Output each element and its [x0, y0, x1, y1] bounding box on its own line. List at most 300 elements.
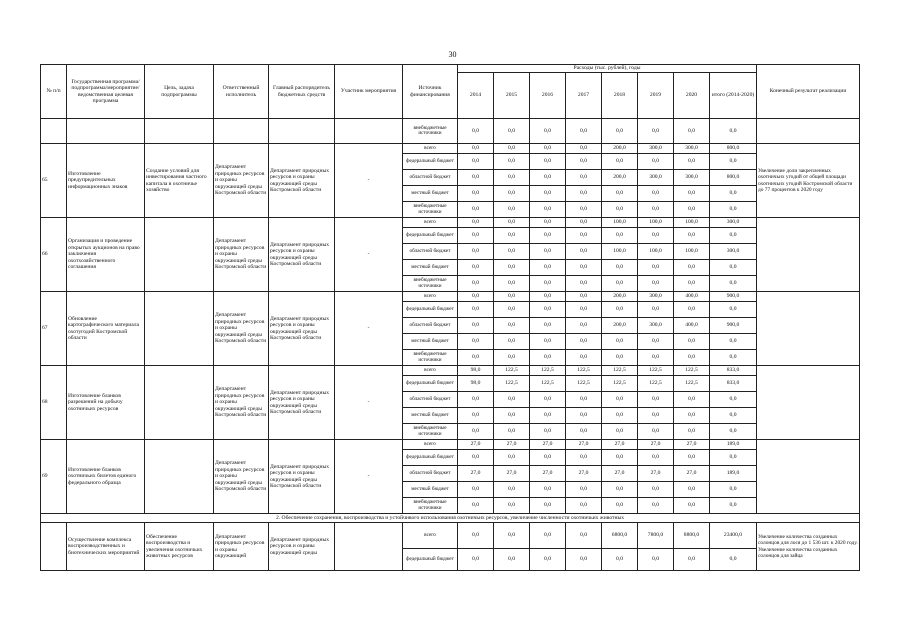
value-cell: 0,0 — [674, 498, 710, 514]
main-manager: Департамент природных ресурсов и охраны окружающей среды Костромской области — [269, 218, 335, 292]
value-cell: 0,0 — [638, 549, 674, 571]
source-cell: местный бюджет — [403, 482, 458, 498]
row-number: 68 — [41, 366, 67, 440]
value-cell: 0,0 — [458, 424, 494, 440]
source-cell: внебюджетные источники — [403, 424, 458, 440]
value-cell: 0,0 — [530, 498, 566, 514]
source-cell: федеральный бюджет — [403, 376, 458, 392]
value-cell: 0,0 — [458, 170, 494, 186]
value-cell: 800,0 — [710, 170, 757, 186]
value-cell: 400,0 — [674, 318, 710, 334]
value-cell: 0,0 — [638, 302, 674, 318]
value-cell: 0,0 — [530, 350, 566, 366]
value-cell: 0,0 — [494, 350, 530, 366]
source-cell: местный бюджет — [403, 334, 458, 350]
section-title: 2. Обеспечение сохранения, воспроизводства и устойчивого использования охотничьих ресурсов, увеличение численности охотничьих животных — [41, 514, 860, 523]
value-cell: 0,0 — [602, 424, 638, 440]
value-cell: 0,0 — [638, 482, 674, 498]
value-cell: 0,0 — [458, 244, 494, 260]
header-participant: Участник мероприятия — [335, 65, 403, 119]
value-cell: 100,0 — [602, 218, 638, 228]
source-cell: областной бюджет — [403, 318, 458, 334]
value-cell: 0,0 — [638, 424, 674, 440]
value-cell: 0,0 — [602, 482, 638, 498]
value-cell: 0,0 — [602, 334, 638, 350]
value-cell: 0,0 — [638, 186, 674, 202]
value-cell: 200,0 — [602, 318, 638, 334]
value-cell: 27,0 — [674, 466, 710, 482]
page-number: 30 — [448, 50, 457, 59]
measure-name: Изготовление предупредительных информационных знаков — [67, 144, 145, 218]
value-cell: 0,0 — [566, 408, 602, 424]
source-cell: внебюджетные источники — [403, 498, 458, 514]
value-cell: 27,0 — [602, 466, 638, 482]
value-cell: 0,0 — [458, 350, 494, 366]
value-cell: 27,0 — [602, 440, 638, 450]
value-cell: 0,0 — [494, 144, 530, 154]
value-cell: 0,0 — [530, 302, 566, 318]
value-cell: 0,0 — [530, 260, 566, 276]
value-cell: 8800,0 — [674, 523, 710, 549]
source-cell: внебюджетные источники — [403, 276, 458, 292]
header-main-manager: Главный распорядитель бюджетных средств — [269, 65, 335, 119]
source-cell: федеральный бюджет — [403, 228, 458, 244]
value-cell: 0,0 — [710, 482, 757, 498]
value-cell: 0,0 — [710, 260, 757, 276]
value-cell: 200,0 — [602, 292, 638, 302]
responsible-executor: Департамент природных ресурсов и охраны окружающей среды Костромской области — [214, 218, 269, 292]
participant: - — [335, 292, 403, 366]
value-cell: 122,5 — [494, 376, 530, 392]
value-cell: 98,0 — [458, 366, 494, 376]
value-cell: 0,0 — [566, 260, 602, 276]
value-cell: 0,0 — [638, 408, 674, 424]
value-cell: 0,0 — [494, 424, 530, 440]
value-cell: 0,0 — [602, 302, 638, 318]
row-number: 66 — [41, 218, 67, 292]
value-cell: 122,5 — [674, 366, 710, 376]
main-manager: Департамент природных ресурсов и охраны окружающей среды Костромской области — [269, 292, 335, 366]
source-cell: всего — [403, 523, 458, 549]
value-cell: 0,0 — [458, 302, 494, 318]
value-cell: 0,0 — [674, 350, 710, 366]
value-cell: 0,0 — [602, 350, 638, 366]
value-cell: 0,0 — [566, 424, 602, 440]
table-row — [41, 119, 860, 144]
value-cell: 0,0 — [710, 424, 757, 440]
header-num: № п/п — [41, 65, 67, 119]
value-cell: 0,0 — [494, 119, 530, 144]
header-year: 2015 — [494, 73, 530, 119]
value-cell: 0,0 — [458, 154, 494, 170]
value-cell: 0,0 — [494, 186, 530, 202]
value-cell: 0,0 — [710, 276, 757, 292]
responsible-executor: Департамент природных ресурсов и охраны окружающей среды Костромской области — [214, 292, 269, 366]
value-cell: 0,0 — [458, 450, 494, 466]
responsible-executor: Департамент природных ресурсов и охраны окружающей среды Костромской области — [214, 366, 269, 440]
value-cell: 0,0 — [530, 228, 566, 244]
value-cell: 0,0 — [710, 186, 757, 202]
table-row — [41, 144, 860, 154]
value-cell: 0,0 — [638, 450, 674, 466]
value-cell: 0,0 — [458, 392, 494, 408]
value-cell: 0,0 — [602, 549, 638, 571]
value-cell: 0,0 — [566, 523, 602, 549]
value-cell: 300,0 — [674, 144, 710, 154]
table-row — [41, 292, 860, 302]
value-cell: 0,0 — [494, 498, 530, 514]
value-cell: 0,0 — [602, 119, 638, 144]
value-cell: 0,0 — [494, 302, 530, 318]
value-cell: 0,0 — [566, 228, 602, 244]
value-cell: 0,0 — [530, 202, 566, 218]
header-result: Конечный результат реализации — [757, 65, 860, 119]
value-cell: 0,0 — [710, 154, 757, 170]
value-cell: 0,0 — [602, 186, 638, 202]
source-cell: областной бюджет — [403, 466, 458, 482]
result-text — [757, 440, 860, 514]
value-cell: 0,0 — [566, 119, 602, 144]
header-program: Государственная программа/подпрограмма/мероприятие/ведомственная целевая программа — [67, 65, 145, 119]
goal-text: Обеспечение воспроизводства и увеличения охотничьих животных ресурсов — [145, 523, 214, 571]
row-number — [41, 523, 67, 571]
source-cell: федеральный бюджет — [403, 450, 458, 466]
value-cell: 0,0 — [566, 244, 602, 260]
value-cell: 0,0 — [458, 228, 494, 244]
source-cell: федеральный бюджет — [403, 154, 458, 170]
header-year: 2020 — [674, 73, 710, 119]
source-cell: внебюджетные источники — [403, 119, 458, 144]
value-cell: 0,0 — [494, 276, 530, 292]
source-cell: всего — [403, 440, 458, 450]
value-cell: 0,0 — [566, 186, 602, 202]
value-cell: 23400,0 — [710, 523, 757, 549]
value-cell: 0,0 — [494, 292, 530, 302]
value-cell: 0,0 — [710, 119, 757, 144]
value-cell: 0,0 — [602, 228, 638, 244]
source-cell: областной бюджет — [403, 392, 458, 408]
value-cell: 0,0 — [566, 392, 602, 408]
measure-name: Изготовление бланков разрешений на добычу охотничьих ресурсов — [67, 366, 145, 440]
value-cell: 0,0 — [674, 482, 710, 498]
value-cell: 0,0 — [458, 218, 494, 228]
value-cell: 0,0 — [674, 302, 710, 318]
value-cell: 7800,0 — [638, 523, 674, 549]
value-cell: 27,0 — [638, 440, 674, 450]
header-goal: Цель, задача подпрограммы — [145, 65, 214, 119]
value-cell: 0,0 — [674, 186, 710, 202]
value-cell: 0,0 — [674, 450, 710, 466]
source-cell: всего — [403, 144, 458, 154]
header-source: Источник финансирования — [403, 65, 458, 119]
value-cell: 0,0 — [530, 482, 566, 498]
value-cell: 98,0 — [458, 376, 494, 392]
value-cell: 0,0 — [638, 498, 674, 514]
result-text: Увеличение количества созданных солонцов для лося до 1 536 шт. к 2020 году. Увеличение количества созданных солонцов для зайца — [757, 523, 860, 571]
main-manager: Департамент природных ресурсов и охраны окружающей среды Костромской области — [269, 366, 335, 440]
value-cell: 0,0 — [602, 498, 638, 514]
value-cell: 122,5 — [530, 376, 566, 392]
value-cell: 300,0 — [710, 218, 757, 228]
value-cell: 0,0 — [530, 119, 566, 144]
value-cell: 0,0 — [602, 260, 638, 276]
value-cell: 900,0 — [710, 318, 757, 334]
value-cell: 0,0 — [494, 318, 530, 334]
participant: - — [335, 440, 403, 514]
value-cell: 0,0 — [674, 202, 710, 218]
table-row — [41, 218, 860, 228]
goal-text: Создание условий для инвестирования частного капитала в охотничье хозяйство — [145, 144, 214, 218]
source-cell: федеральный бюджет — [403, 549, 458, 571]
value-cell: 0,0 — [566, 549, 602, 571]
value-cell: 300,0 — [710, 244, 757, 260]
row-number: 65 — [41, 144, 67, 218]
value-cell: 900,0 — [710, 292, 757, 302]
goal-text — [145, 218, 214, 292]
participant — [335, 523, 403, 571]
value-cell: 0,0 — [530, 408, 566, 424]
value-cell: 0,0 — [530, 523, 566, 549]
value-cell: 0,0 — [602, 392, 638, 408]
source-cell: областной бюджет — [403, 170, 458, 186]
table-row — [41, 523, 860, 549]
value-cell: 0,0 — [566, 292, 602, 302]
value-cell: 833,0 — [710, 376, 757, 392]
value-cell: 0,0 — [638, 260, 674, 276]
value-cell: 0,0 — [566, 218, 602, 228]
value-cell: 0,0 — [710, 350, 757, 366]
main-manager: Департамент природных ресурсов и охраны окружающей среды Костромской области — [269, 144, 335, 218]
source-cell: областной бюджет — [403, 244, 458, 260]
value-cell: 100,0 — [674, 218, 710, 228]
value-cell: 122,5 — [530, 366, 566, 376]
header-responsible: Ответственный исполнитель — [214, 65, 269, 119]
value-cell: 0,0 — [530, 154, 566, 170]
measure-name: Осуществление комплекса воспроизводственных и биотехнических мероприятий — [67, 523, 145, 571]
value-cell: 0,0 — [494, 392, 530, 408]
value-cell: 0,0 — [494, 549, 530, 571]
value-cell: 0,0 — [566, 202, 602, 218]
goal-text — [145, 440, 214, 514]
value-cell: 0,0 — [566, 144, 602, 154]
value-cell: 0,0 — [494, 408, 530, 424]
source-cell: всего — [403, 218, 458, 228]
main-manager: Департамент природных ресурсов и охраны окружающей среды — [269, 523, 335, 571]
value-cell: 0,0 — [458, 482, 494, 498]
value-cell: 0,0 — [530, 392, 566, 408]
value-cell: 0,0 — [458, 202, 494, 218]
value-cell: 122,5 — [566, 376, 602, 392]
value-cell: 0,0 — [710, 228, 757, 244]
value-cell: 0,0 — [674, 228, 710, 244]
value-cell: 0,0 — [458, 408, 494, 424]
value-cell: 0,0 — [530, 424, 566, 440]
value-cell: 0,0 — [638, 350, 674, 366]
header-year: 2017 — [566, 73, 602, 119]
value-cell: 27,0 — [566, 466, 602, 482]
source-cell: местный бюджет — [403, 260, 458, 276]
value-cell: 122,5 — [602, 376, 638, 392]
value-cell: 0,0 — [602, 154, 638, 170]
value-cell: 0,0 — [494, 334, 530, 350]
source-cell: всего — [403, 366, 458, 376]
value-cell: 27,0 — [494, 466, 530, 482]
value-cell: 0,0 — [458, 119, 494, 144]
value-cell: 0,0 — [494, 260, 530, 276]
value-cell: 0,0 — [674, 276, 710, 292]
value-cell: 122,5 — [494, 366, 530, 376]
value-cell: 122,5 — [674, 376, 710, 392]
value-cell: 189,0 — [710, 440, 757, 450]
value-cell: 0,0 — [566, 276, 602, 292]
value-cell: 0,0 — [674, 408, 710, 424]
value-cell: 0,0 — [566, 450, 602, 466]
value-cell: 0,0 — [458, 549, 494, 571]
value-cell: 0,0 — [674, 260, 710, 276]
value-cell: 0,0 — [494, 170, 530, 186]
value-cell: 27,0 — [674, 440, 710, 450]
value-cell: 200,0 — [602, 144, 638, 154]
value-cell: 0,0 — [494, 228, 530, 244]
value-cell: 0,0 — [710, 202, 757, 218]
value-cell: 122,5 — [638, 376, 674, 392]
value-cell: 0,0 — [710, 549, 757, 571]
main-manager: Департамент природных ресурсов и охраны окружающей среды Костромской области — [269, 440, 335, 514]
source-cell: внебюджетные источники — [403, 202, 458, 218]
value-cell: 122,5 — [566, 366, 602, 376]
value-cell: 122,5 — [638, 366, 674, 376]
value-cell: 100,0 — [638, 244, 674, 260]
value-cell: 27,0 — [530, 466, 566, 482]
value-cell: 0,0 — [458, 144, 494, 154]
value-cell: 0,0 — [638, 202, 674, 218]
value-cell: 0,0 — [458, 498, 494, 514]
value-cell: 0,0 — [638, 276, 674, 292]
value-cell: 0,0 — [494, 218, 530, 228]
responsible-executor: Департамент природных ресурсов и охраны окружающей среды Костромской области — [214, 440, 269, 514]
value-cell: 0,0 — [710, 498, 757, 514]
value-cell: 0,0 — [494, 523, 530, 549]
value-cell: 6800,0 — [602, 523, 638, 549]
value-cell: 0,0 — [530, 450, 566, 466]
source-cell: всего — [403, 292, 458, 302]
goal-text — [145, 366, 214, 440]
value-cell: 0,0 — [638, 228, 674, 244]
value-cell: 0,0 — [566, 334, 602, 350]
value-cell: 0,0 — [458, 276, 494, 292]
value-cell: 0,0 — [458, 334, 494, 350]
value-cell: 0,0 — [602, 202, 638, 218]
result-text — [757, 218, 860, 292]
table-row — [41, 440, 860, 450]
value-cell: 0,0 — [674, 424, 710, 440]
value-cell: 0,0 — [530, 218, 566, 228]
value-cell: 0,0 — [458, 260, 494, 276]
section-row — [41, 514, 860, 523]
value-cell: 200,0 — [602, 170, 638, 186]
value-cell: 0,0 — [458, 318, 494, 334]
value-cell: 0,0 — [674, 334, 710, 350]
value-cell: 0,0 — [602, 408, 638, 424]
value-cell: 300,0 — [638, 292, 674, 302]
table-row — [41, 366, 860, 376]
value-cell: 0,0 — [494, 202, 530, 218]
source-cell: внебюджетные источники — [403, 350, 458, 366]
value-cell: 400,0 — [674, 292, 710, 302]
value-cell: 0,0 — [566, 154, 602, 170]
value-cell: 0,0 — [530, 186, 566, 202]
value-cell: 0,0 — [494, 482, 530, 498]
value-cell: 0,0 — [674, 549, 710, 571]
value-cell: 27,0 — [494, 440, 530, 450]
measure-name: Обновление картографического материала охотугодий Костромской области — [67, 292, 145, 366]
value-cell: 0,0 — [530, 244, 566, 260]
value-cell: 0,0 — [530, 318, 566, 334]
value-cell: 0,0 — [566, 482, 602, 498]
value-cell: 0,0 — [674, 392, 710, 408]
value-cell: 0,0 — [530, 334, 566, 350]
value-cell: 0,0 — [458, 523, 494, 549]
value-cell: 27,0 — [638, 466, 674, 482]
measure-name: Организация и проведение открытых аукционов на право заключения охотхозяйственного соглашения — [67, 218, 145, 292]
row-number: 67 — [41, 292, 67, 366]
value-cell: 0,0 — [458, 186, 494, 202]
value-cell: 833,0 — [710, 366, 757, 376]
header-expenses: Расходы (тыс. рублей), годы — [458, 65, 757, 73]
value-cell: 0,0 — [566, 318, 602, 334]
value-cell: 0,0 — [710, 334, 757, 350]
value-cell: 0,0 — [494, 244, 530, 260]
value-cell: 27,0 — [530, 440, 566, 450]
source-cell: местный бюджет — [403, 186, 458, 202]
value-cell: 0,0 — [710, 450, 757, 466]
result-text: Увеличение доли закрепленных охотничьих угодий от общей площади охотничьих угодий Костромской области до 77 процентов к 2020 году — [757, 144, 860, 218]
row-number: 69 — [41, 440, 67, 514]
responsible-executor: Департамент природных ресурсов и охраны окружающей — [214, 523, 269, 571]
source-cell: местный бюджет — [403, 408, 458, 424]
value-cell: 0,0 — [638, 334, 674, 350]
header-year: 2016 — [530, 73, 566, 119]
value-cell: 0,0 — [710, 408, 757, 424]
value-cell: 0,0 — [566, 170, 602, 186]
value-cell: 0,0 — [566, 498, 602, 514]
value-cell: 0,0 — [530, 276, 566, 292]
value-cell: 0,0 — [674, 154, 710, 170]
result-text — [757, 366, 860, 440]
value-cell: 100,0 — [674, 244, 710, 260]
value-cell: 0,0 — [638, 119, 674, 144]
measure-name: Изготовление бланков охотничьих билетов единого федерального образца — [67, 440, 145, 514]
value-cell: 0,0 — [530, 549, 566, 571]
value-cell: 0,0 — [494, 450, 530, 466]
value-cell: 0,0 — [638, 392, 674, 408]
value-cell: 0,0 — [602, 276, 638, 292]
program-table — [40, 64, 860, 571]
value-cell: 100,0 — [638, 218, 674, 228]
value-cell: 189,0 — [710, 466, 757, 482]
value-cell: 0,0 — [530, 292, 566, 302]
value-cell: 0,0 — [458, 292, 494, 302]
value-cell: 0,0 — [494, 154, 530, 170]
participant: - — [335, 218, 403, 292]
value-cell: 300,0 — [638, 144, 674, 154]
value-cell: 100,0 — [602, 244, 638, 260]
participant: - — [335, 144, 403, 218]
header-year: 2014 — [458, 73, 494, 119]
header-year: 2019 — [638, 73, 674, 119]
value-cell: 0,0 — [638, 154, 674, 170]
value-cell: 27,0 — [458, 466, 494, 482]
